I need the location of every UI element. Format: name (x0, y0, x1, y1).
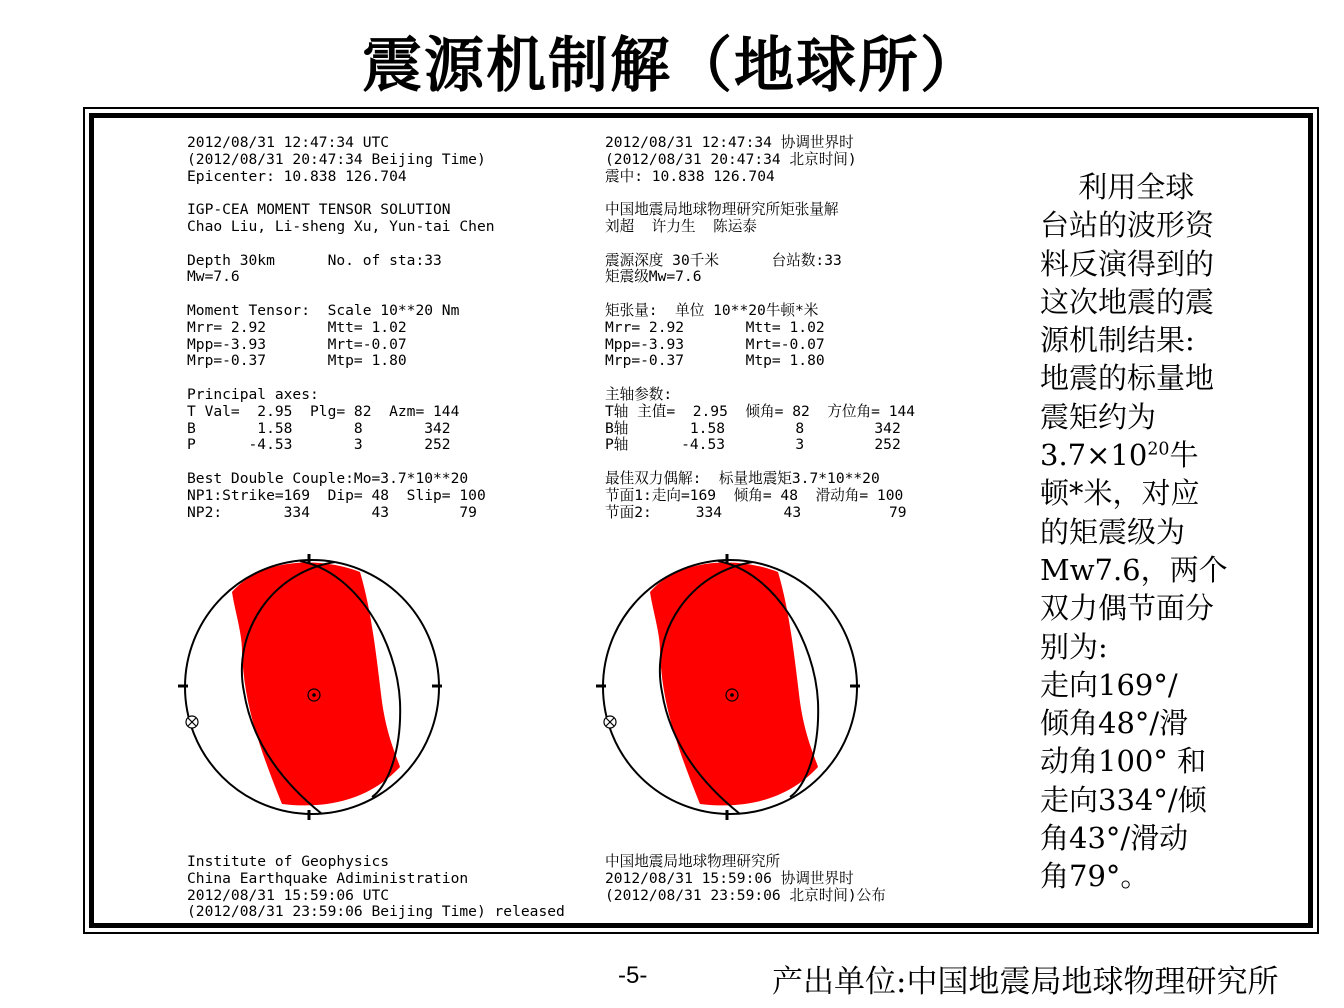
sidebar-line: 走向334°/倾 (1040, 782, 1207, 817)
moment-unit: 牛 (1169, 438, 1199, 473)
report-line: China Earthquake Adiministration (187, 869, 469, 887)
report-line: NP2: 334 43 79 (187, 503, 477, 521)
report-line: 矩震级Mw=7.6 (605, 268, 702, 286)
moment-base: 3.7×10 (1040, 438, 1148, 473)
report-line: 2012/08/31 15:59:06 UTC (187, 886, 390, 904)
sidebar-line: 的矩震级为 (1040, 514, 1186, 549)
report-line: P轴 -4.53 3 252 (605, 436, 901, 454)
report-line: 震源深度 30千米 台站数:33 (605, 251, 842, 269)
report-en-footer (187, 854, 565, 921)
sidebar-line: 倾角48°/滑 (1040, 706, 1189, 741)
sidebar-line: 动角100° 和 (1040, 744, 1207, 779)
report-line: Mrr= 2.92 Mtt= 1.02 (605, 318, 825, 336)
report-line: T轴 主值= 2.95 倾角= 82 方位角= 144 (605, 402, 916, 420)
report-line: (2012/08/31 20:47:34 Beijing Time) (187, 150, 486, 168)
report-line: B 1.58 8 342 (187, 419, 451, 437)
sidebar-moment-line (1040, 436, 1240, 474)
sidebar-line: 顿*米，对应 (1040, 476, 1200, 511)
report-line: 2012/08/31 15:59:06 协调世界时 (605, 869, 854, 887)
report-line: Depth 30km No. of sta:33 (187, 251, 442, 269)
report-cn-footer (605, 854, 886, 904)
circle-x-icon (186, 716, 198, 728)
page-number: -5- (618, 962, 648, 989)
report-line (605, 236, 915, 253)
compression-quadrant (650, 562, 818, 805)
report-line: (2012/08/31 20:47:34 北京时间) (605, 150, 857, 168)
sidebar-line: 台站的波形资 (1040, 208, 1215, 243)
circle-x-icon (604, 716, 616, 728)
sidebar-line: 别为: (1040, 629, 1108, 664)
report-line: Principal axes: (187, 385, 319, 403)
sidebar-line: Mw7.6，两个 (1040, 552, 1228, 587)
report-line: 2012/08/31 12:47:34 协调世界时 (605, 134, 854, 151)
report-line (605, 286, 915, 303)
report-line: Mpp=-3.93 Mrt=-0.07 (187, 335, 407, 353)
report-line: NP1:Strike=169 Dip= 48 Slip= 100 (187, 486, 486, 504)
report-line: T Val= 2.95 Plg= 82 Azm= 144 (187, 402, 460, 420)
report-line: 矩张量: 单位 10**20牛顿*米 (605, 301, 819, 319)
report-line: 刘超 许力生 陈运泰 (605, 217, 757, 235)
beachball-en (172, 552, 448, 820)
report-line: Mrr= 2.92 Mtt= 1.02 (187, 318, 407, 336)
report-line: IGP-CEA MOMENT TENSOR SOLUTION (187, 201, 451, 219)
report-line (187, 454, 495, 471)
report-line: 中国地震局地球物理研究所矩张量解 (605, 201, 839, 219)
report-line: 节面2: 334 43 79 (605, 503, 907, 521)
report-line: 中国地震局地球物理研究所 (605, 853, 781, 870)
report-line (605, 370, 915, 387)
sidebar-description (1040, 168, 1240, 896)
report-line: Moment Tensor: Scale 10**20 Nm (187, 301, 460, 319)
report-line (187, 286, 495, 303)
sidebar-line: 地震的标量地 (1040, 361, 1215, 396)
report-line: Epicenter: 10.838 126.704 (187, 167, 407, 185)
sidebar-line: 角79°。 (1040, 859, 1150, 894)
report-line: Institute of Geophysics (187, 853, 390, 870)
report-en-header (187, 135, 495, 521)
producer-credit: 产出单位:中国地震局地球物理研究所 (772, 964, 1279, 1000)
report-line: 主轴参数: (605, 385, 673, 403)
report-cn-header (605, 135, 915, 521)
slide-title: 震源机制解（地球所） (362, 31, 982, 101)
sidebar-line: 震矩约为 (1040, 399, 1157, 434)
report-line: Mpp=-3.93 Mrt=-0.07 (605, 335, 825, 353)
report-line: (2012/08/31 23:59:06 Beijing Time) released (187, 903, 565, 921)
report-line (187, 236, 495, 253)
report-line: Chao Liu, Li-sheng Xu, Yun-tai Chen (187, 217, 495, 235)
sidebar-line: 走向169°/ (1040, 667, 1178, 702)
sidebar-line: 源机制结果: (1040, 323, 1195, 358)
report-line: 最佳双力偶解: 标量地震矩3.7*10**20 (605, 469, 880, 487)
moment-exponent: 20 (1147, 439, 1170, 460)
report-line: (2012/08/31 23:59:06 北京时间)公布 (605, 886, 886, 904)
sidebar-line: 角43°/滑动 (1040, 821, 1189, 856)
report-line: Mw=7.6 (187, 268, 240, 286)
beachball-cn (590, 552, 866, 820)
report-line (187, 370, 495, 387)
report-line (605, 185, 915, 202)
report-line: 震中: 10.838 126.704 (605, 167, 775, 185)
report-line (187, 185, 495, 202)
sidebar-line: 双力偶节面分 (1040, 591, 1215, 626)
compression-quadrant (232, 562, 400, 805)
sidebar-line: 利用全球 (1040, 170, 1195, 204)
report-line (605, 454, 915, 471)
report-line: P -4.53 3 252 (187, 436, 451, 454)
report-line: Mrp=-0.37 Mtp= 1.80 (605, 352, 825, 370)
report-line: Mrp=-0.37 Mtp= 1.80 (187, 352, 407, 370)
report-line: Best Double Couple:Mo=3.7*10**20 (187, 469, 469, 487)
report-line: 节面1:走向=169 倾角= 48 滑动角= 100 (605, 486, 904, 504)
sidebar-line: 这次地震的震 (1040, 284, 1215, 319)
report-line: B轴 1.58 8 342 (605, 419, 901, 437)
sidebar-line: 料反演得到的 (1040, 246, 1215, 281)
report-line: 2012/08/31 12:47:34 UTC (187, 134, 390, 151)
